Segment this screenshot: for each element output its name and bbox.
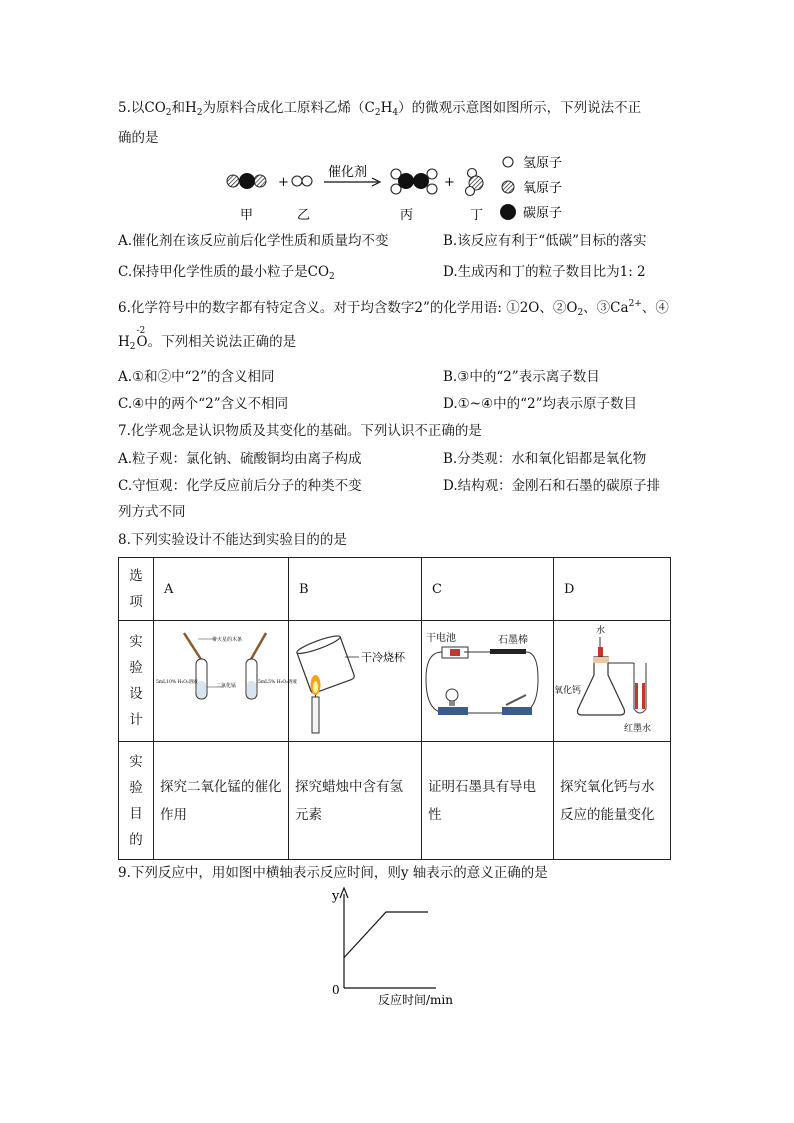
figure-a-test-tubes bbox=[154, 621, 297, 737]
diagram-plus-1: + bbox=[278, 175, 289, 190]
fig-d-solid-label: 氧化钙 bbox=[554, 686, 582, 696]
o2-subscript: 2 bbox=[577, 308, 584, 318]
q6-stem-text-3: 、④ bbox=[641, 300, 669, 316]
row-header-purpose-text: 实验目的 bbox=[129, 753, 143, 848]
row-header-purpose bbox=[119, 742, 154, 860]
table-row-design bbox=[119, 621, 671, 742]
h2o-h: H bbox=[118, 334, 130, 350]
figure-b-candle-beaker bbox=[289, 621, 411, 737]
h2o-molecule bbox=[466, 169, 484, 196]
q5-option-b[interactable]: B.该反应有利于“低碳”目标的落实 bbox=[443, 233, 647, 249]
column-c-header: C bbox=[422, 558, 554, 621]
legend-carbon: 碳原子 bbox=[523, 206, 563, 221]
legend-oxygen: 氧原子 bbox=[523, 181, 563, 196]
legend-oxygen-icon bbox=[502, 181, 514, 193]
q5-option-c[interactable] bbox=[118, 262, 335, 287]
q7-option-a[interactable]: A.粒子观：氯化钠、硫酸铜均由离子构成 bbox=[118, 451, 362, 467]
purpose-a: 探究二氧化锰的催化作用 bbox=[154, 742, 289, 860]
c2h4-molecule bbox=[391, 169, 437, 194]
q6-stem-text: 6.化学符号中的数字都有特定含义。对于均含数字2”的化学用语: ①2O、②O bbox=[118, 300, 578, 316]
q5-option-d[interactable]: D.生成丙和丁的粒子数目比为1: 2 bbox=[443, 264, 646, 280]
q5-stem-line2: 确的是 bbox=[118, 130, 159, 146]
q6-option-d[interactable]: D.①~④中的“2”均表示原子数目 bbox=[443, 396, 638, 412]
label-yi: 乙 bbox=[297, 208, 311, 223]
c2h4-c: C bbox=[364, 100, 375, 116]
fig-a-mid-label: 二氧化锰 bbox=[216, 683, 237, 689]
figure-d-flask bbox=[554, 621, 660, 737]
q7-option-d[interactable]: D.结构观：金刚石和石墨的碳原子排 bbox=[443, 478, 661, 494]
label-bing: 丙 bbox=[400, 208, 414, 223]
q6-stem-line2-text: 。下列相关说法正确的是 bbox=[147, 334, 297, 350]
h2o-o-with-valence bbox=[136, 326, 148, 352]
column-a-header: A bbox=[154, 558, 289, 621]
h2o-o: O bbox=[136, 334, 148, 350]
y-axis-label: y bbox=[332, 889, 340, 904]
data-line bbox=[344, 912, 428, 958]
figure-d-cell bbox=[554, 621, 671, 742]
experiment-table bbox=[118, 557, 671, 860]
fig-d-ink-label: 红墨水 bbox=[624, 724, 652, 734]
q6-option-c[interactable]: C.④中的两个“2”含义不相同 bbox=[118, 396, 289, 412]
legend-carbon-icon bbox=[500, 204, 516, 220]
valence-mark: -2 bbox=[136, 326, 146, 336]
row-header-design-text: 实验设计 bbox=[129, 634, 143, 728]
q5-stem-prefix: 5.以 bbox=[118, 100, 145, 116]
q7-stem: 7.化学观念是认识物质及其变化的基础。下列认识不正确的是 bbox=[118, 423, 482, 439]
row-header-design bbox=[119, 621, 154, 742]
q6-stem-text-2: 、③Ca bbox=[583, 300, 629, 316]
q7-option-d-cont: 列方式不同 bbox=[118, 504, 186, 520]
column-b-header: B bbox=[289, 558, 422, 621]
q5-stem-end: ）的微观示意图如图所示，下列说法不正 bbox=[398, 100, 642, 116]
q6-option-a[interactable]: A.①和②中“2”的含义相同 bbox=[118, 369, 275, 385]
origin-label: 0 bbox=[332, 983, 340, 997]
c2h4-h: H bbox=[380, 100, 393, 116]
q5-option-c-sub: 2 bbox=[329, 272, 335, 282]
figure-c-cell bbox=[422, 621, 554, 742]
co2-subscript: 2 bbox=[165, 108, 172, 118]
purpose-b: 探究蜡烛中含有氢元素 bbox=[289, 742, 422, 860]
h2-subscript: 2 bbox=[196, 108, 203, 118]
x-axis-label: 反应时间/min bbox=[378, 993, 453, 1007]
fig-a-left-label: 5mL10% H₂O₂溶液 bbox=[156, 680, 198, 685]
fig-b-label: 干冷烧杯 bbox=[361, 651, 405, 664]
q7-option-b[interactable]: B.分类观：水和氧化铝都是氧化物 bbox=[443, 451, 647, 467]
q9-chart bbox=[320, 884, 480, 1008]
q6-stem bbox=[118, 294, 669, 323]
q5-reaction-diagram bbox=[220, 150, 580, 226]
q5-option-c-formula: CO bbox=[307, 264, 330, 280]
fig-a-top-label: 带火星的木条 bbox=[212, 637, 243, 643]
figure-c-circuit bbox=[422, 621, 543, 737]
ca-superscript: 2+ bbox=[628, 299, 642, 309]
h2-formula: H bbox=[185, 100, 197, 116]
diagram-plus-2: + bbox=[444, 175, 455, 190]
table-row-options bbox=[119, 558, 671, 621]
q8-stem: 8.下列实验设计不能达到实验目的的是 bbox=[118, 532, 347, 548]
fig-d-water-label: 水 bbox=[596, 626, 606, 636]
row-header-options-text: 选项 bbox=[129, 568, 143, 610]
fig-a-right-label: 5mL5% H₂O₂溶液 bbox=[258, 680, 297, 685]
label-jia: 甲 bbox=[240, 208, 254, 223]
figure-a-cell bbox=[154, 621, 297, 742]
h2o-subscript: 2 bbox=[129, 342, 136, 352]
co2-molecule bbox=[227, 173, 266, 189]
column-d-header: D bbox=[554, 558, 671, 621]
table-row-purpose bbox=[119, 742, 671, 860]
purpose-d: 探究氧化钙与水反应的能量变化 bbox=[554, 742, 671, 860]
q6-stem-line2 bbox=[118, 326, 297, 357]
row-header-options bbox=[119, 558, 154, 621]
q5-stem bbox=[118, 98, 641, 123]
purpose-c: 证明石墨具有导电性 bbox=[422, 742, 554, 860]
figure-b-cell bbox=[289, 621, 422, 742]
catalyst-label: 催化剂 bbox=[328, 165, 368, 180]
c2h4-h-sub: 4 bbox=[392, 108, 399, 118]
c2h4-c-sub: 2 bbox=[374, 108, 381, 118]
q5-stem-mid: 为原料合成化工原料乙烯（ bbox=[202, 100, 365, 116]
legend-hydrogen-icon bbox=[503, 157, 513, 167]
legend-hydrogen: 氢原子 bbox=[523, 156, 563, 171]
q5-and: 和 bbox=[171, 100, 186, 116]
q9-stem: 9.下列反应中，用如图中横轴表示反应时间，则y 轴表示的意义正确的是 bbox=[118, 865, 548, 881]
label-ding: 丁 bbox=[470, 208, 484, 223]
h2-molecule bbox=[292, 176, 312, 186]
fig-c-battery-label: 干电池 bbox=[426, 633, 456, 644]
q5-option-a[interactable]: A.催化剂在该反应前后化学性质和质量均不变 bbox=[118, 233, 389, 249]
fig-c-rod-label: 石墨棒 bbox=[498, 635, 528, 646]
q7-option-c[interactable]: C.守恒观：化学反应前后分子的种类不变 bbox=[118, 478, 362, 494]
co2-formula: CO bbox=[144, 100, 166, 116]
q6-option-b[interactable]: B.③中的“2”表示离子数目 bbox=[443, 369, 600, 385]
q5-option-c-text: C.保持甲化学性质的最小粒子是 bbox=[118, 264, 308, 280]
